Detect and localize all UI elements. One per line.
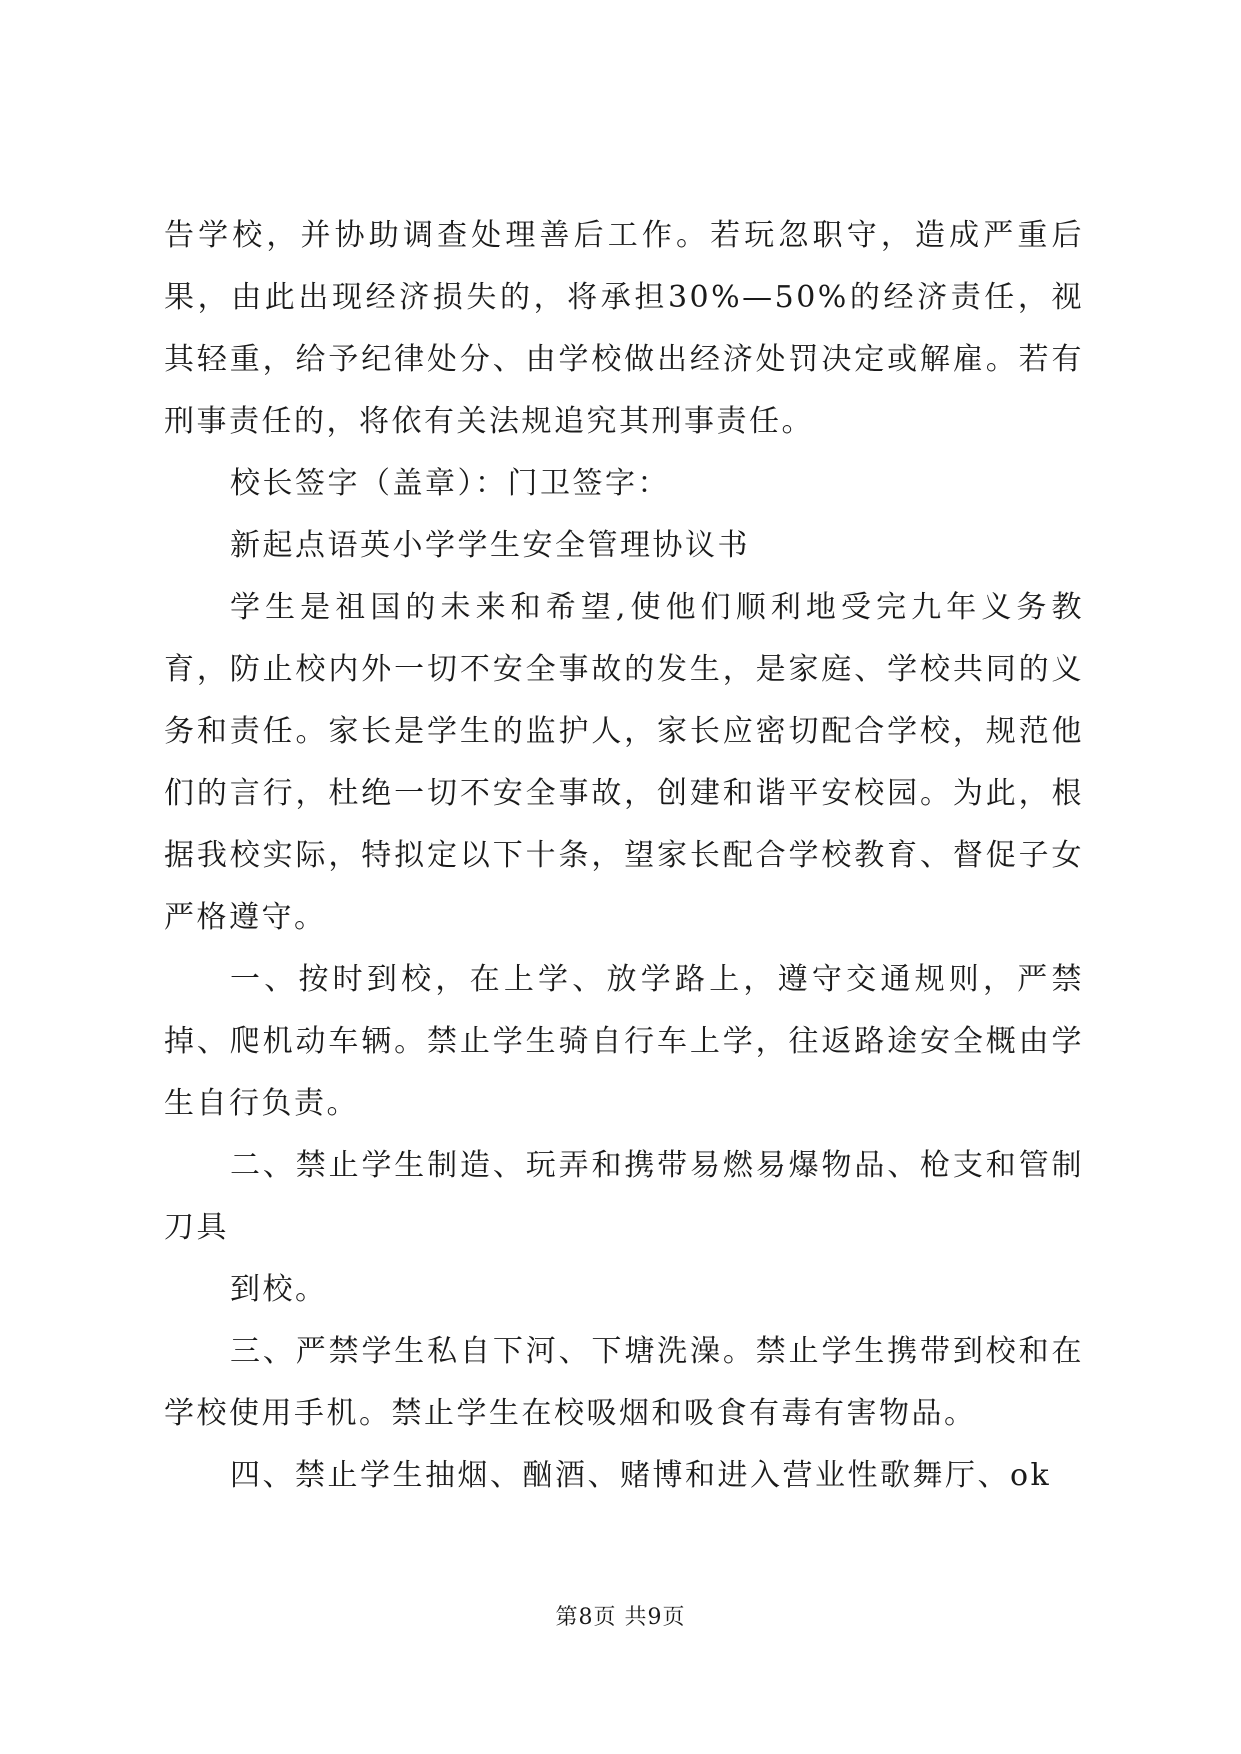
paragraph-continuation: 告学校，并协助调查处理善后工作。若玩忽职守，造成严重后果，由此出现经济损失的，将承担30%—50%的经济责任，视其轻重，给予纪律处分、由学校做出经济处罚决定或解雇。若有刑事责任的，将依有关法规追究其刑事责任。	[164, 218, 1084, 439]
rule-item-4: 四、禁止学生抽烟、酗酒、赌博和进入营业性歌舞厅、ok	[230, 1458, 1052, 1493]
rule-item-2-continuation: 到校。	[230, 1272, 328, 1307]
agreement-title: 新起点语英小学学生安全管理协议书	[230, 528, 750, 563]
rule-item-1: 一、按时到校，在上学、放学路上，遵守交通规则，严禁掉、爬机动车辆。禁止学生骑自行车上学，往返路途安全概由学生自行负责。	[164, 962, 1084, 1121]
page-number-footer: 第8页 共9页	[555, 1605, 686, 1630]
paragraph-intro: 学生是祖国的未来和希望,使他们顺利地受完九年义务教育，防止校内外一切不安全事故的发生，是家庭、学校共同的义务和责任。家长是学生的监护人，家长应密切配合学校，规范他们的言行，杜绝一切不安全事故，创建和谐平安校园。为此，根据我校实际，特拟定以下十条，望家长配合学校教育、督促子女严格遵守。	[164, 590, 1084, 935]
signature-line: 校长签字（盖章）：门卫签字：	[230, 466, 670, 501]
rule-item-2: 二、禁止学生制造、玩弄和携带易燃易爆物品、枪支和管制刀具	[164, 1148, 1084, 1245]
rule-item-3: 三、严禁学生私自下河、下塘洗澡。禁止学生携带到校和在学校使用手机。禁止学生在校吸烟和吸食有毒有害物品。	[164, 1334, 1084, 1431]
document-body	[164, 205, 1084, 1507]
